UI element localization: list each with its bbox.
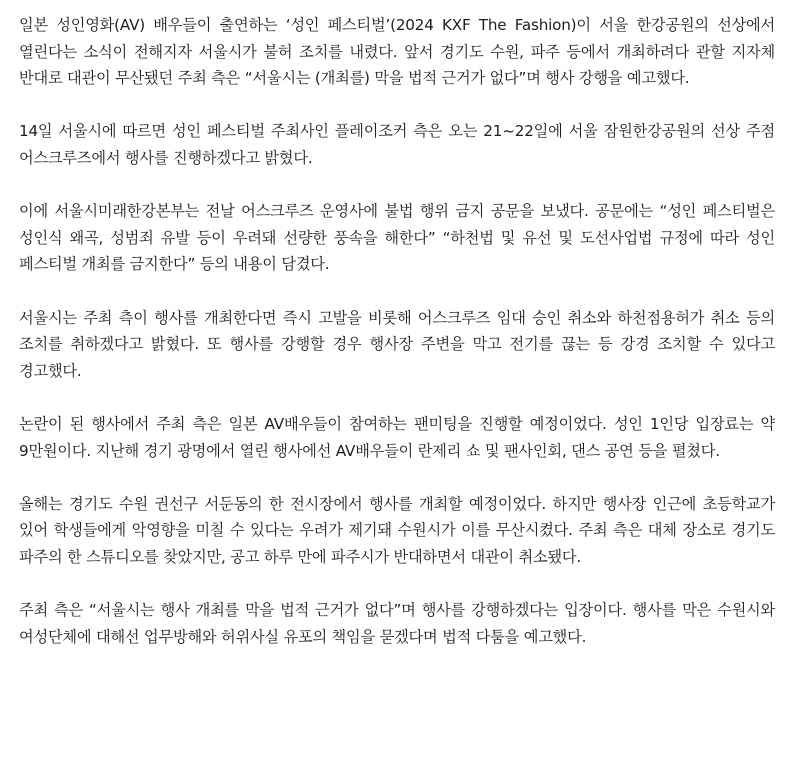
paragraph-5: 논란이 된 행사에서 주최 측은 일본 AV배우들이 참여하는 팬미팅을 진행할 예정이었다. 성인 1인당 입장료는 약 9만원이다. 지난해 경기 광명에서 열린 행사에선 AV배우들이 란제리 쇼 및 팬사인회, 댄스 공연 등을 펼쳤다.	[19, 414, 775, 460]
paragraph-4: 서울시는 주최 측이 행사를 개최한다면 즉시 고발을 비롯해 어스크루즈 임대 승인 취소와 하천점용허가 취소 등의 조치를 취하겠다고 밝혔다. 또 행사를 강행할 경우 행사장 주변을 막고 전기를 끊는 등 강경 조치할 수 있다고 경고했다.	[19, 308, 775, 380]
paragraph-7: 주최 측은 “서울시는 행사 개최를 막을 법적 근거가 없다”며 행사를 강행하겠다는 입장이다. 행사를 막은 수원시와 여성단체에 대해선 업무방해와 허위사실 유포의 책임을 묻겠다며 법적 다툼을 예고했다.	[19, 601, 775, 646]
paragraph-2: 14일 서울시에 따르면 성인 페스티벌 주최사인 플레이조커 측은 오는 21~22일에 서울 잠원한강공원의 선상 주점 어스크루즈에서 행사를 진행하겠다고 밝혔다.	[19, 122, 775, 167]
paragraph-3: 이에 서울시미래한강본부는 전날 어스크루즈 운영사에 불법 행위 금지 공문을 보냈다. 공문에는 “성인 페스티벌은 성인식 왜곡, 성범죄 유발 등이 우려돼 선량한 풍속을 해한다” “하천법 및 유선 및 도선사업법 규정에 따라 성인 페스티벌 개최를 금지한다” 등의 내용이 담겼다.	[19, 202, 775, 274]
paragraph-6: 올해는 경기도 수원 권선구 서둔동의 한 전시장에서 행사를 개최할 예정이었다. 하지만 행사장 인근에 초등학교가 있어 학생들에게 악영향을 미칠 수 있다는 우려가 제기돼 수원시가 이를 무산시켰다. 주최 측은 대체 장소로 경기도 파주의 한 스튜디오를 찾았지만, 공고 하루 만에 파주시가 반대하면서 대관이 취소됐다.	[19, 494, 775, 566]
paragraph-1: 일본 성인영화(AV) 배우들이 출연하는 ‘성인 페스티벌’(2024 KXF The Fashion)이 서울 한강공원의 선상에서 열린다는 소식이 전해지자 서울시가 불허 조치를 내렸다. 앞서 경기도 수원, 파주 등에서 개최하려다 관할 지자체 반대로 대관이 무산됐던 주최 측은 “서울시는 (개최를) 막을 법적 근거가 없다”며 행사 강행을 예고했다.	[19, 16, 775, 88]
